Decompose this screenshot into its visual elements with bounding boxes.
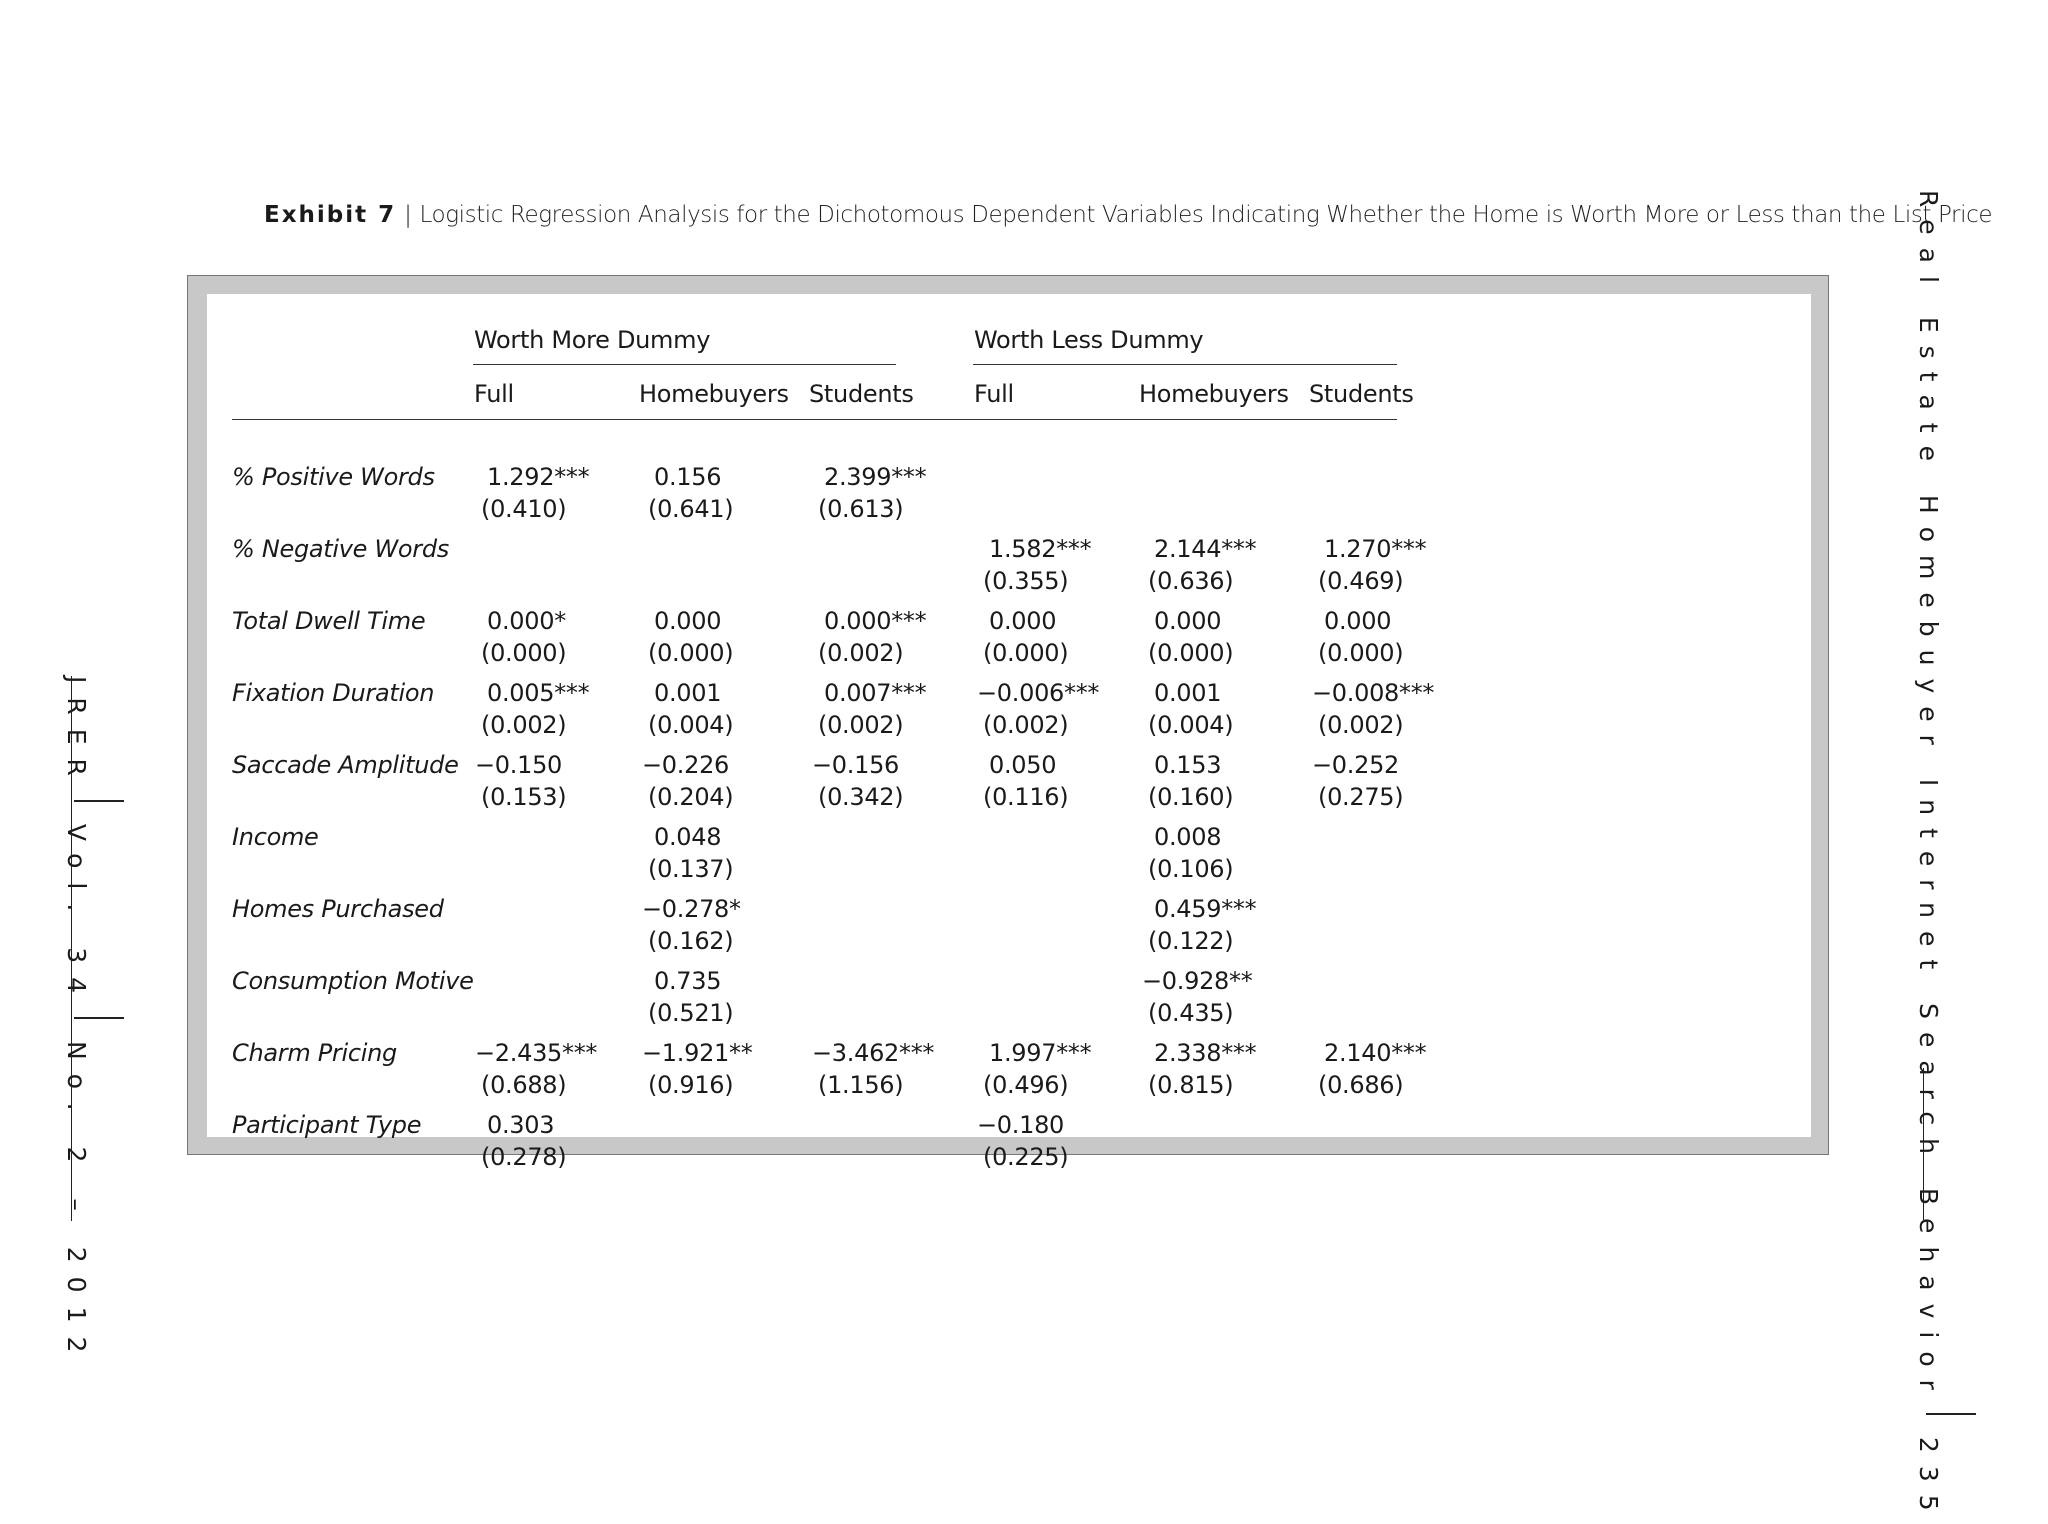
std-error-cell: (0.137)	[648, 855, 734, 883]
exhibit-title: Logistic Regression Analysis for the Dichotomous Dependent Variables Indicating Whether the Home is Worth More or Less than the List Price	[419, 202, 1993, 228]
std-error-cell: (0.160)	[1148, 783, 1234, 811]
table-frame	[187, 275, 1829, 1171]
std-error-cell: (0.122)	[1148, 927, 1234, 955]
column-header: Full	[474, 380, 514, 408]
row-label: Saccade Amplitude	[232, 751, 459, 779]
header-rule	[232, 419, 1397, 420]
coefficient-cell: 0.000	[1324, 607, 1392, 635]
journal-issue: No. 2 – 2012	[62, 1041, 91, 1367]
coefficient-cell: 0.000	[1154, 607, 1222, 635]
column-header: Homebuyers	[1139, 380, 1289, 408]
std-error-cell: (0.225)	[983, 1143, 1069, 1171]
group-rule-worth-more	[473, 364, 896, 365]
column-header: Students	[1309, 380, 1414, 408]
caption-separator: |	[404, 202, 412, 228]
std-error-cell: (0.686)	[1318, 1071, 1404, 1099]
coefficient-cell: 0.000	[989, 607, 1057, 635]
running-header	[1902, 190, 1952, 1524]
coefficient-cell: 0.050	[989, 751, 1057, 779]
row-label: Participant Type	[232, 1111, 422, 1139]
coefficient-cell: −0.928**	[1142, 967, 1253, 995]
coefficient-cell: 0.000***	[824, 607, 927, 635]
coefficient-cell: 0.007***	[824, 679, 927, 707]
column-header: Homebuyers	[639, 380, 789, 408]
coefficient-cell: 0.000	[654, 607, 722, 635]
coefficient-cell: 1.582***	[989, 535, 1092, 563]
std-error-cell: (0.000)	[648, 639, 734, 667]
coefficient-cell: −0.252	[1312, 751, 1400, 779]
row-label: Fixation Duration	[232, 679, 435, 707]
page-number: 235	[1914, 1436, 1943, 1524]
std-error-cell: (0.204)	[648, 783, 734, 811]
group-rule-worth-less	[973, 364, 1397, 365]
coefficient-cell: 2.144***	[1154, 535, 1257, 563]
std-error-cell: (0.815)	[1148, 1071, 1234, 1099]
coefficient-cell: 0.735	[654, 967, 722, 995]
journal-name: JRER	[62, 676, 91, 790]
column-header: Full	[974, 380, 1014, 408]
std-error-cell: (0.636)	[1148, 567, 1234, 595]
coefficient-cell: 0.459***	[1154, 895, 1257, 923]
std-error-cell: (0.613)	[818, 495, 904, 523]
std-error-cell: (0.469)	[1318, 567, 1404, 595]
std-error-cell: (1.156)	[818, 1071, 904, 1099]
std-error-cell: (0.000)	[983, 639, 1069, 667]
row-label: Homes Purchased	[232, 895, 444, 923]
std-error-cell: (0.688)	[481, 1071, 567, 1099]
coefficient-cell: 0.001	[1154, 679, 1222, 707]
coefficient-cell: 1.270***	[1324, 535, 1427, 563]
coefficient-cell: −0.180	[977, 1111, 1065, 1139]
std-error-cell: (0.116)	[983, 783, 1069, 811]
row-label: Charm Pricing	[232, 1039, 397, 1067]
std-error-cell: (0.916)	[648, 1071, 734, 1099]
coefficient-cell: 0.048	[654, 823, 722, 851]
std-error-cell: (0.641)	[648, 495, 734, 523]
coefficient-cell: 0.001	[654, 679, 722, 707]
std-error-cell: (0.278)	[481, 1143, 567, 1171]
std-error-cell: (0.002)	[983, 711, 1069, 739]
coefficient-cell: 0.156	[654, 463, 722, 491]
coefficient-cell: −0.156	[812, 751, 900, 779]
std-error-cell: (0.342)	[818, 783, 904, 811]
coefficient-cell: −0.008***	[1312, 679, 1435, 707]
journal-volume: Vol. 34	[62, 823, 91, 1008]
coefficient-cell: 2.338***	[1154, 1039, 1257, 1067]
std-error-cell: (0.106)	[1148, 855, 1234, 883]
std-error-cell: (0.275)	[1318, 783, 1404, 811]
std-error-cell: (0.000)	[481, 639, 567, 667]
group-header-worth-more: Worth More Dummy	[474, 326, 711, 354]
std-error-cell: (0.355)	[983, 567, 1069, 595]
column-header: Students	[809, 380, 914, 408]
std-error-cell: (0.496)	[983, 1071, 1069, 1099]
row-label: Total Dwell Time	[232, 607, 426, 635]
group-header-worth-less: Worth Less Dummy	[974, 326, 1204, 354]
std-error-cell: (0.002)	[818, 639, 904, 667]
coefficient-cell: 1.292***	[487, 463, 590, 491]
coefficient-cell: −0.278*	[642, 895, 741, 923]
std-error-cell: (0.410)	[481, 495, 567, 523]
coefficient-cell: −2.435***	[475, 1039, 598, 1067]
std-error-cell: (0.002)	[1318, 711, 1404, 739]
coefficient-cell: 1.997***	[989, 1039, 1092, 1067]
coefficient-cell: 0.153	[1154, 751, 1222, 779]
coefficient-cell: 2.399***	[824, 463, 927, 491]
coefficient-cell: 0.005***	[487, 679, 590, 707]
row-label: Consumption Motive	[232, 967, 474, 995]
coefficient-cell: 0.303	[487, 1111, 555, 1139]
coefficient-cell: −1.921**	[642, 1039, 753, 1067]
coefficient-cell: 0.000*	[487, 607, 566, 635]
std-error-cell: (0.435)	[1148, 999, 1234, 1027]
coefficient-cell: 2.140***	[1324, 1039, 1427, 1067]
running-title: Real Estate Homebuyer Internet Search Behavior	[1914, 190, 1943, 1403]
row-label: % Negative Words	[232, 535, 449, 563]
exhibit-label: Exhibit 7	[264, 202, 397, 228]
exhibit-caption	[264, 202, 1993, 228]
coefficient-cell: −0.006***	[977, 679, 1100, 707]
coefficient-cell: −3.462***	[812, 1039, 935, 1067]
journal-sidebar	[50, 676, 100, 1367]
coefficient-cell: −0.150	[475, 751, 563, 779]
std-error-cell: (0.153)	[481, 783, 567, 811]
std-error-cell: (0.004)	[1148, 711, 1234, 739]
std-error-cell: (0.162)	[648, 927, 734, 955]
std-error-cell: (0.002)	[818, 711, 904, 739]
std-error-cell: (0.521)	[648, 999, 734, 1027]
std-error-cell: (0.000)	[1318, 639, 1404, 667]
std-error-cell: (0.004)	[648, 711, 734, 739]
row-label: % Positive Words	[232, 463, 435, 491]
std-error-cell: (0.002)	[481, 711, 567, 739]
coefficient-cell: −0.226	[642, 751, 730, 779]
coefficient-cell: 0.008	[1154, 823, 1222, 851]
std-error-cell: (0.000)	[1148, 639, 1234, 667]
regression-table	[207, 294, 1811, 1171]
row-label: Income	[232, 823, 319, 851]
